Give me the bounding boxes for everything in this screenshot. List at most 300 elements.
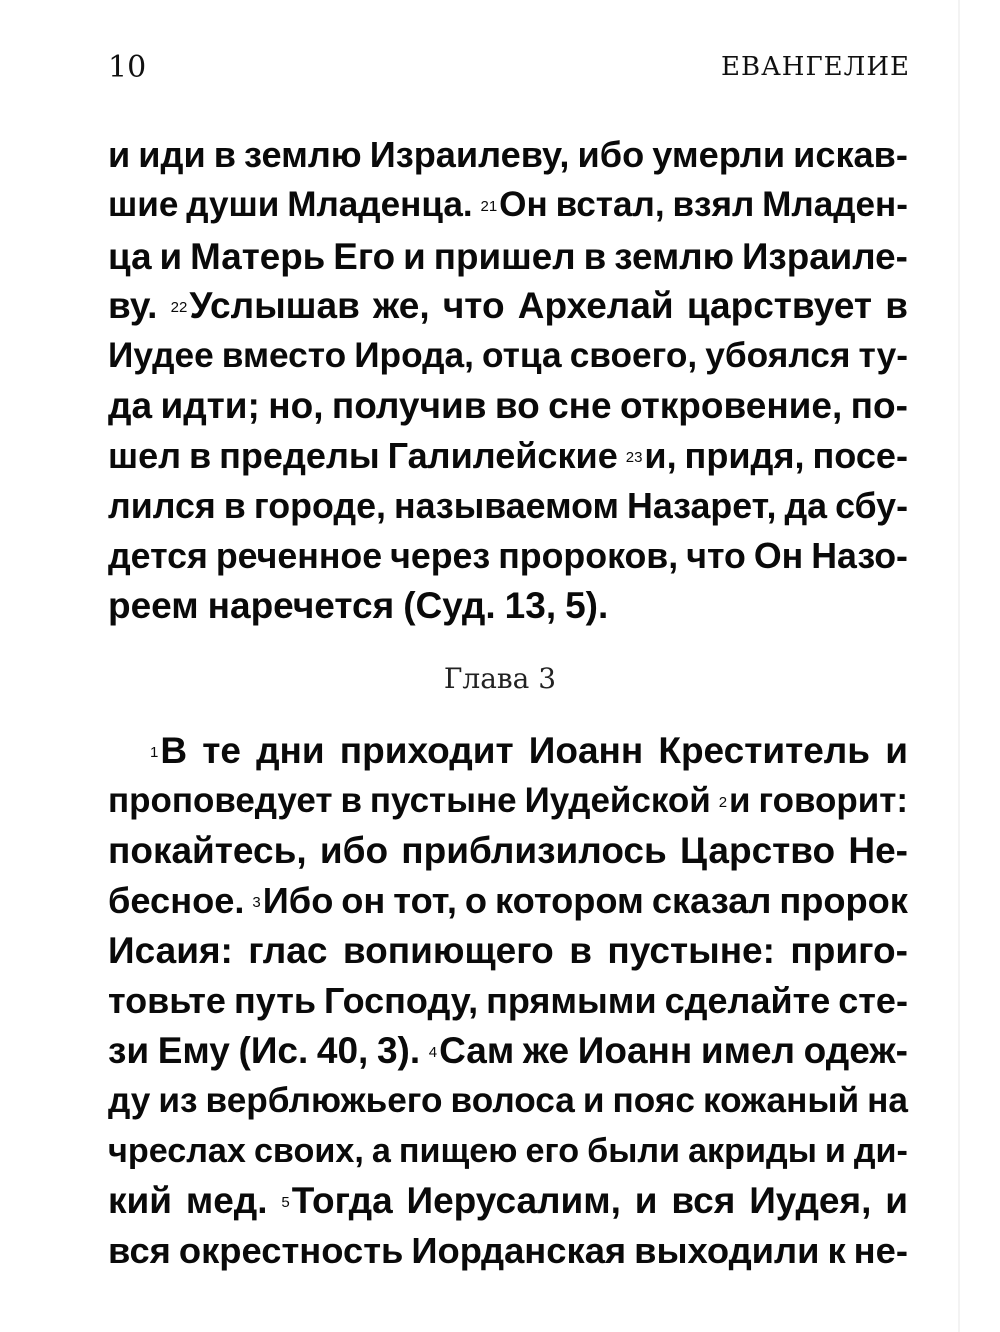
word-text: глас [248,930,328,971]
text-line [108,581,908,631]
word [451,1076,575,1126]
word [680,826,835,876]
word [569,926,592,976]
word [498,531,678,581]
chapter-heading: Глава 3 [443,662,557,695]
word-text: приблизилось [401,830,667,871]
word [703,1076,859,1126]
word-text: были [587,1132,681,1170]
word [186,180,279,230]
word-text: шие [108,185,179,224]
word [224,481,246,531]
word [108,926,233,976]
word-text: ибо [319,830,389,871]
word [407,1176,621,1226]
verse-number: 4 [428,1044,438,1061]
text-line [108,481,908,531]
word-text: ибо [577,134,645,175]
word-text: на [867,1081,908,1120]
word [108,581,199,631]
word-text: да [108,385,153,426]
word-text: во [494,385,540,426]
word-text: Иерусалим, [406,1180,621,1221]
verse-number: 22 [170,299,188,316]
word-text: и [824,1132,846,1170]
running-title: ЕВАНГЕЛИЕ [721,52,910,82]
word-text: В [160,730,188,771]
word [434,232,576,282]
word [340,776,362,826]
word-text: иди [138,134,206,175]
verse-number: 21 [480,198,498,215]
word [179,1226,403,1276]
word-text: Ирода, [354,336,474,375]
word [281,1176,392,1226]
word-text: и [108,134,131,175]
word-text: 40, [316,1030,369,1071]
word [108,431,181,481]
word [705,331,850,381]
word [256,726,325,776]
page-header [108,50,910,100]
word-text: и, [644,435,677,476]
word [354,331,474,381]
word [672,180,754,230]
word [214,130,236,180]
word-text: Услышав [189,285,360,326]
word [749,1176,871,1226]
word [812,431,908,481]
word-text: путь [233,980,316,1021]
word [556,180,665,230]
word [234,976,316,1026]
word-text: Исаия: [108,930,233,971]
word [333,232,395,282]
word-text: да [784,486,828,526]
word-text: сбу- [835,486,908,526]
word [403,581,495,631]
word [252,876,333,926]
word-text: что [442,285,505,326]
word [332,381,487,431]
word-text: Ему [157,1030,230,1071]
word-text: верблюжьего [205,1081,443,1120]
word [584,232,607,282]
word-text: о [464,880,487,921]
word-text: Иудея, [749,1180,872,1221]
word [108,1176,172,1226]
verse-number: 3 [252,894,261,911]
word [186,1176,268,1226]
word-text: вся [108,1230,171,1271]
text-line [108,776,908,826]
word [388,431,618,481]
word [529,726,643,776]
word [827,1226,845,1276]
word-text: лился [108,486,216,526]
word-text: в [569,930,592,971]
word [885,281,908,331]
word [578,1026,692,1076]
text-line [108,531,908,581]
word-text: выходили [634,1230,820,1271]
word-text: ту- [858,336,908,375]
word-text: говорит: [758,781,908,820]
word [565,581,608,631]
word-text: и [885,730,908,771]
word-text: реченное [215,536,383,576]
word-text: в [188,435,212,476]
word-text: к [827,1230,846,1271]
word-text: Младенца. [287,185,473,224]
word-text: пределы [219,435,380,476]
word [658,726,870,776]
word [202,726,241,776]
word-text: убоялся [705,336,851,375]
word-text: получив [331,385,487,426]
word-text: откровение, [619,385,843,426]
word-text: же [522,1030,570,1071]
word-text: 5). [565,585,609,626]
word-text: вся [671,1180,736,1221]
word [634,1226,819,1276]
word [399,1126,518,1176]
word-text: окрестность [178,1230,404,1271]
word [108,776,333,826]
word [239,1026,309,1076]
text-line [108,1076,908,1126]
word [108,232,152,282]
word-text: и [159,236,183,277]
word-text: же, [373,285,430,326]
word [324,976,478,1026]
text-line [108,431,908,481]
word [811,531,908,581]
word [793,130,908,180]
word-text: и [582,1081,605,1120]
word-text: сделайте [664,980,831,1021]
word-text: Иоанн [528,730,644,771]
word [429,1026,514,1076]
word [671,1176,735,1226]
word-text: он [341,880,386,921]
word-text: акриды [688,1132,817,1170]
word-text: кожаный [702,1081,860,1120]
word [287,180,472,230]
word-text: приго- [790,930,908,971]
word-text: через [390,536,491,576]
word [108,1126,246,1176]
word-text: а [371,1132,391,1170]
word [403,232,426,282]
word [548,381,612,431]
word-text: дется [108,536,208,576]
word-text: называемом [393,486,619,526]
word [779,876,908,926]
word [393,876,457,926]
word-text: Господу, [324,980,479,1021]
word-text: Младен- [762,185,908,224]
word [701,1026,795,1076]
word [804,1026,908,1076]
word [854,1126,908,1176]
word [854,1226,908,1276]
text-line [108,1226,908,1276]
word [790,926,908,976]
word [758,776,908,826]
word [158,1026,230,1076]
word-text: землю [614,236,734,277]
word-text: наречется [207,585,395,626]
word [254,1126,364,1176]
word-text: но, [268,385,324,426]
word [219,431,380,481]
word [377,1026,420,1076]
word-text: отца [481,336,562,375]
word [848,826,908,876]
word [158,1076,197,1126]
word-text: по- [850,385,908,426]
word-text: Назарет, [626,486,777,526]
word-text: вместо [221,336,347,375]
word-text: пустыне [369,781,517,820]
word [108,826,307,876]
word-text: Креститель [658,730,871,771]
text-line [108,876,908,926]
word [268,381,323,431]
word [851,381,908,431]
word-text: в [213,134,236,175]
word-text: имел [700,1030,796,1071]
text-line [108,232,908,282]
word [320,826,388,876]
word-text: ди- [853,1132,908,1170]
word-text: Царство [679,830,836,871]
word [108,180,178,230]
word-text: в [885,285,908,326]
text-line [108,926,908,976]
word-text: кий [108,1180,173,1221]
word-text: прямыми [486,980,657,1021]
text-line [150,726,908,776]
word-text: ву. [108,285,158,326]
word [523,1026,569,1076]
word-text: Он [499,185,548,224]
word [108,381,152,431]
word [370,130,570,180]
word-text: пророк [779,880,908,921]
word-text: посе- [812,435,908,476]
text-line [108,180,908,230]
word [244,130,362,180]
word [443,281,505,331]
word-text: его [525,1132,580,1170]
word-text: Тогда [291,1180,393,1221]
word [652,130,785,180]
verse-number: 23 [625,449,643,466]
word [254,481,386,531]
word [465,876,487,926]
text-line [108,1176,908,1226]
word-text: пророков, [498,536,679,576]
word-text: Израиле- [741,236,908,277]
word [784,481,827,531]
word [570,331,698,381]
word-text: что [686,536,746,576]
word [190,232,325,282]
word-text: приходит [339,730,514,771]
word-text: и [403,236,426,277]
word [411,1226,626,1276]
word-text: встал, [555,185,665,224]
word [867,1076,908,1126]
word-text: Иорданская [411,1230,627,1271]
word-text: Его [333,236,396,277]
word-text: из [158,1081,198,1120]
word-text: и [729,781,751,820]
word [108,130,130,180]
word [762,180,908,230]
word [742,232,908,282]
word [108,481,216,531]
word-text: (Ис. [238,1030,309,1071]
word-text: ду [108,1081,151,1120]
word [189,431,211,481]
word-text: Не- [848,830,908,871]
word-text: и [634,1180,658,1221]
word [108,1226,171,1276]
verse-number: 5 [281,1194,290,1211]
word [652,876,772,926]
word-text: придя, [684,435,805,476]
word-text: Ибо [262,880,334,921]
word [719,776,751,826]
word [626,431,677,481]
word [505,581,556,631]
word-text: взял [672,185,755,224]
word-text: Иоанн [577,1030,693,1071]
word [160,232,183,282]
word [578,130,645,180]
word-text: проповедует [108,781,333,820]
word-text: покайтесь, [108,830,307,871]
word [108,876,244,926]
text-line [108,1026,908,1076]
word [341,876,385,926]
word-text: Иудее [108,336,214,375]
word [686,531,746,581]
text-line [108,826,908,876]
word-text: пустыне: [607,930,775,971]
word-text: товьте [108,980,226,1021]
word [858,331,908,381]
word [108,976,226,1026]
word-text: городе, [253,486,386,526]
word-text: реем [108,585,199,626]
word-text: вопиющего [342,930,554,971]
text-line [108,331,908,381]
word [486,976,656,1026]
word [108,531,208,581]
word [372,1126,391,1176]
word-text: своего, [569,336,698,375]
word [160,381,259,431]
word [614,232,734,282]
word [317,1026,368,1076]
word-text: идти; [160,385,260,426]
word [688,1126,817,1176]
word [108,1076,150,1126]
word [108,331,214,381]
word-text: Галилейские [387,435,618,476]
word-text: 3). [376,1030,421,1071]
word-text: в [223,486,246,526]
word [754,531,803,581]
word [401,826,666,876]
word [482,331,562,381]
word [613,1076,695,1126]
text-line [108,130,908,180]
word-text: царствует [686,285,873,326]
word [206,1076,443,1126]
word [525,1126,579,1176]
word-text: пищею [398,1132,518,1170]
word [607,926,775,976]
word [665,976,831,1026]
word [343,926,554,976]
word-text: искав- [793,134,908,175]
word [108,281,157,331]
word-text: души [186,185,280,224]
word [171,281,360,331]
word [495,876,644,926]
word-text: Он [753,536,804,576]
word-text: Сам [439,1030,515,1071]
word-text: котором [494,880,644,921]
word-text: Матерь [190,236,326,277]
text-line [108,1126,908,1176]
word [390,531,490,581]
word [825,1126,846,1176]
word-text: Иудейской [524,781,711,820]
page-number: 10 [108,50,147,85]
word [340,726,514,776]
text-line [108,976,908,1026]
word [687,281,872,331]
word-text: и [885,1180,908,1221]
word [248,926,327,976]
word [885,726,908,776]
word [518,281,674,331]
word [373,281,430,331]
word-text: одеж- [803,1030,908,1071]
word-text: ца [108,236,152,277]
word-text: пояс [612,1081,695,1120]
word-text: землю [243,134,362,175]
word-text: не- [853,1230,908,1271]
word-text: 13, [504,585,557,626]
word-text: умерли [652,134,786,175]
word [685,431,805,481]
word-text: тот, [393,880,457,921]
word-text: в [583,236,607,277]
word-text: пришел [433,236,576,277]
word [108,1026,149,1076]
word [635,1176,658,1226]
word-text: те [202,730,241,771]
word [495,381,540,431]
word [138,130,205,180]
